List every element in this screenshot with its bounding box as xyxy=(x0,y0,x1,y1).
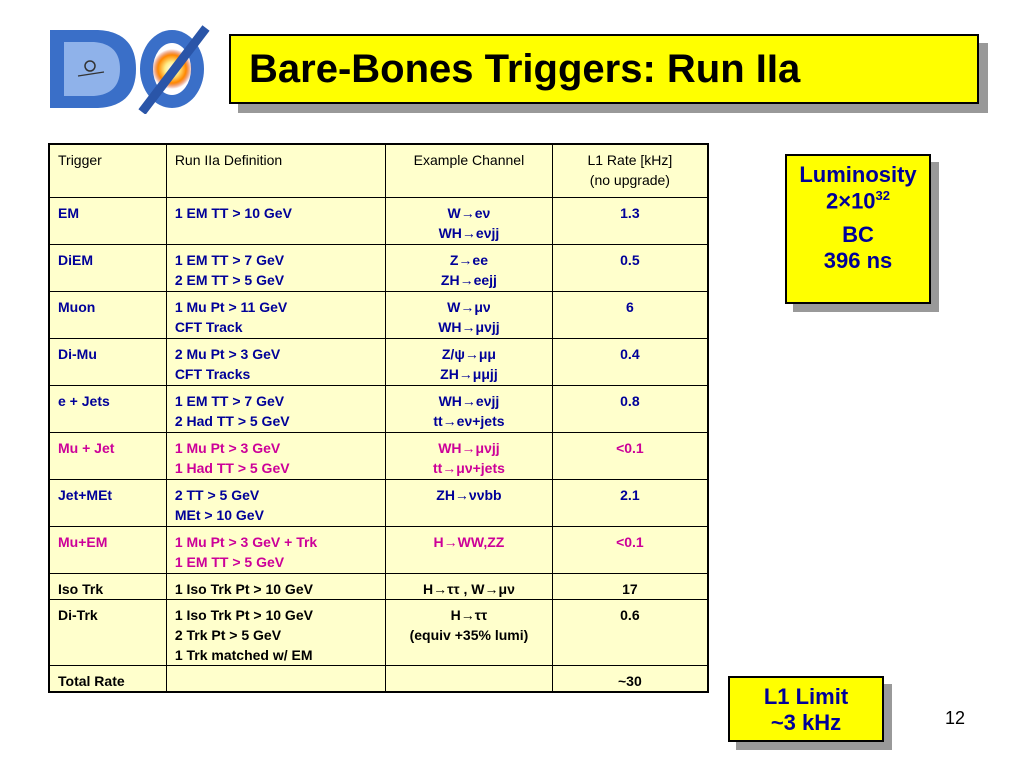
cell-line: H→ττ xyxy=(450,606,488,623)
table-row xyxy=(49,338,708,385)
cell-trigger xyxy=(49,432,166,479)
cell-definition xyxy=(166,338,385,385)
title-box xyxy=(229,34,979,104)
header-channel: Example Channel xyxy=(386,144,553,197)
trigger-table xyxy=(48,143,709,693)
table-row xyxy=(49,432,708,479)
table-header-row xyxy=(49,144,708,197)
cell-trigger xyxy=(49,526,166,573)
table-row xyxy=(49,599,708,665)
luminosity-label: Luminosity xyxy=(799,162,917,187)
cell-rate xyxy=(552,479,708,526)
cell-definition xyxy=(166,526,385,573)
cell-rate xyxy=(552,338,708,385)
cell-definition xyxy=(166,573,385,599)
bc-label: BC xyxy=(842,222,874,248)
cell-line: 1 EM TT > 7 GeV xyxy=(174,392,285,409)
cell-trigger xyxy=(49,338,166,385)
cell-rate xyxy=(552,197,708,244)
trigger-name: e + Jets xyxy=(58,392,110,409)
cell-definition xyxy=(166,432,385,479)
cell-line: ZH→eejj xyxy=(440,271,497,288)
cell-definition xyxy=(166,479,385,526)
cell-line: ZH→μμjj xyxy=(440,365,498,382)
cell-channel xyxy=(386,573,553,599)
cell-line: H→WW,ZZ xyxy=(433,533,505,550)
cell-line: ZH→ννbb xyxy=(436,486,502,503)
trigger-name: Di-Mu xyxy=(58,345,97,362)
trigger-name: Muon xyxy=(58,298,96,315)
rate-value: 17 xyxy=(622,580,638,597)
table-row xyxy=(49,385,708,432)
cell-line: 1 Had TT > 5 GeV xyxy=(174,459,290,476)
cell-line: W→μν xyxy=(447,298,491,315)
page-number: 12 xyxy=(945,708,966,728)
cell-line: H→ττ , W→μν xyxy=(423,580,515,597)
cell-line: 1 Mu Pt > 3 GeV + Trk xyxy=(174,533,318,550)
cell-line: tt→μν+jets xyxy=(432,459,505,476)
cell-line: (equiv +35% lumi) xyxy=(409,626,529,643)
table-row xyxy=(49,291,708,338)
cell-line: WH→eνjj xyxy=(438,392,500,409)
trigger-name: Iso Trk xyxy=(58,580,104,597)
limit-box xyxy=(728,676,884,742)
total-empty-cell xyxy=(386,665,553,692)
cell-line: 2 TT > 5 GeV xyxy=(174,486,260,503)
cell-rate xyxy=(552,432,708,479)
total-empty-cell xyxy=(166,665,385,692)
cell-line: 2 Trk Pt > 5 GeV xyxy=(174,626,282,643)
cell-line: 1 EM TT > 5 GeV xyxy=(174,553,285,570)
cell-channel xyxy=(386,432,553,479)
cell-trigger xyxy=(49,573,166,599)
rate-value: 0.4 xyxy=(620,345,640,362)
cell-definition xyxy=(166,385,385,432)
cell-channel xyxy=(386,244,553,291)
luminosity-value: $2\times 10^{32}$ xyxy=(825,188,891,214)
bc-value: 396 ns xyxy=(823,248,893,274)
cell-line: WH→μνjj xyxy=(438,439,500,456)
cell-line: 1 Mu Pt > 3 GeV xyxy=(174,439,281,456)
cell-trigger xyxy=(49,244,166,291)
cell-line: 2 Had TT > 5 GeV xyxy=(174,412,290,429)
cell-line: 1 Iso Trk Pt > 10 GeV xyxy=(174,580,313,597)
cell-line: 2 Mu Pt > 3 GeV xyxy=(174,345,281,362)
cell-line: CFT Tracks xyxy=(174,365,251,382)
limit-value: ~3 kHz xyxy=(770,710,842,735)
rate-value: 0.8 xyxy=(620,392,640,409)
cell-line: W→eν xyxy=(447,204,491,221)
cell-line: Z→ee xyxy=(449,251,488,268)
cell-definition xyxy=(166,599,385,665)
cell-line: 1 EM TT > 10 GeV xyxy=(174,204,292,221)
cell-definition xyxy=(166,291,385,338)
trigger-name: DiEM xyxy=(58,251,93,268)
rate-value: 6 xyxy=(625,298,634,315)
cell-line: 1 Iso Trk Pt > 10 GeV xyxy=(174,606,313,623)
rate-value: 0.5 xyxy=(620,251,640,268)
rate-value: 2.1 xyxy=(620,486,640,503)
cell-trigger xyxy=(49,291,166,338)
cell-trigger xyxy=(49,479,166,526)
total-label: Total Rate xyxy=(58,672,125,689)
total-rate-cell xyxy=(552,665,708,692)
table-row xyxy=(49,244,708,291)
limit-label: L1 Limit xyxy=(763,684,849,709)
cell-line: 1 Trk matched w/ EM xyxy=(174,646,313,663)
cell-line: 2 EM TT > 5 GeV xyxy=(174,271,285,288)
total-rate: ~30 xyxy=(618,672,642,689)
cell-channel xyxy=(386,197,553,244)
cell-line: WH→eνjj xyxy=(438,224,500,241)
cell-channel xyxy=(386,385,553,432)
total-row xyxy=(49,665,708,692)
table-row xyxy=(49,573,708,599)
cell-rate xyxy=(552,244,708,291)
rate-value: 1.3 xyxy=(620,204,640,221)
cell-channel xyxy=(386,479,553,526)
trigger-name: Mu+EM xyxy=(58,533,108,550)
cell-line: WH→μνjj xyxy=(438,318,500,335)
table-row xyxy=(49,197,708,244)
header-definition: Run IIa Definition xyxy=(166,144,385,197)
trigger-name: Jet+MEt xyxy=(58,486,113,503)
cell-trigger xyxy=(49,599,166,665)
cell-rate xyxy=(552,573,708,599)
cell-channel xyxy=(386,526,553,573)
cell-line: 1 Mu Pt > 11 GeV xyxy=(174,298,288,315)
cell-line: 1 EM TT > 7 GeV xyxy=(174,251,285,268)
trigger-name: EM xyxy=(58,204,79,221)
cell-definition xyxy=(166,197,385,244)
cell-line: tt→eν+jets xyxy=(433,412,505,429)
trigger-name: Di-Trk xyxy=(58,606,98,623)
table-row xyxy=(49,479,708,526)
table-row xyxy=(49,526,708,573)
header-trigger: Trigger xyxy=(49,144,166,197)
luminosity-box xyxy=(785,154,931,304)
cell-trigger xyxy=(49,385,166,432)
cell-rate xyxy=(552,291,708,338)
cell-line: MEt > 10 GeV xyxy=(174,506,264,523)
cell-line: Z/ψ→μμ xyxy=(441,345,496,362)
page-title: Bare-Bones Triggers: Run IIa xyxy=(249,47,801,91)
cell-definition xyxy=(166,244,385,291)
cell-channel xyxy=(386,599,553,665)
cell-rate xyxy=(552,599,708,665)
rate-value: 0.6 xyxy=(620,606,640,623)
total-label-cell xyxy=(49,665,166,692)
rate-value: <0.1 xyxy=(616,439,644,456)
rate-value: <0.1 xyxy=(616,533,644,550)
cell-rate xyxy=(552,526,708,573)
cell-trigger xyxy=(49,197,166,244)
trigger-name: Mu + Jet xyxy=(58,439,115,456)
header-rate: L1 Rate [kHz] (no upgrade) xyxy=(552,144,708,197)
cell-rate xyxy=(552,385,708,432)
cell-channel xyxy=(386,338,553,385)
d0-logo xyxy=(44,24,210,114)
cell-line: CFT Track xyxy=(174,318,243,335)
cell-channel xyxy=(386,291,553,338)
